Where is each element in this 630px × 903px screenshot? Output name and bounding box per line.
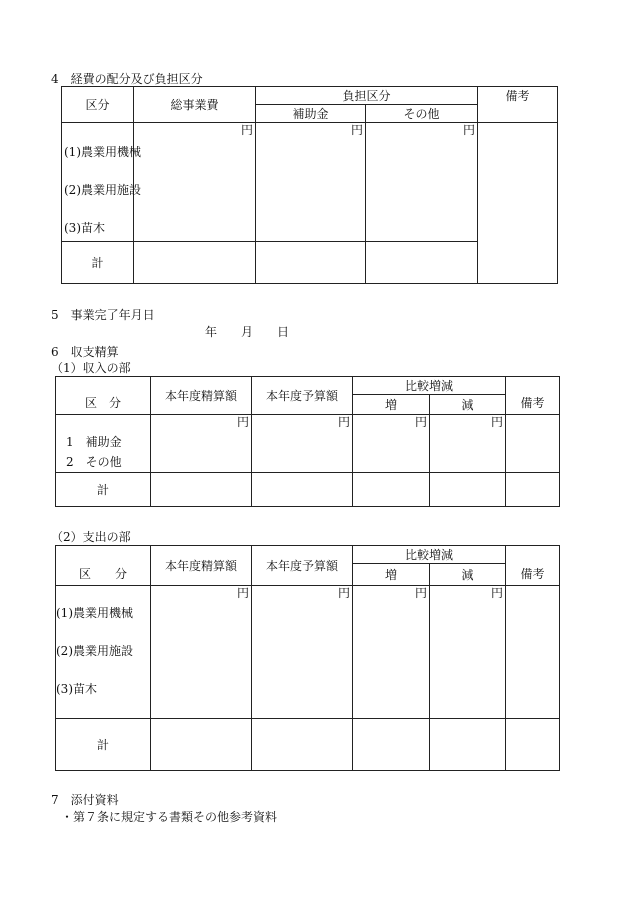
- items-cell: [56, 586, 151, 719]
- list-item: (1)農業用機械: [64, 145, 141, 159]
- list-item: 2 その他: [66, 455, 122, 469]
- remarks-total-cell[interactable]: [506, 719, 560, 771]
- section6-heading: 6 収支精算: [51, 345, 119, 359]
- decrease-cell[interactable]: 円: [430, 586, 506, 719]
- remarks-total-cell[interactable]: [506, 473, 560, 507]
- expense-section-title: （2）支出の部: [51, 530, 131, 544]
- items-cell: [56, 415, 151, 473]
- attachment-item: ・第７条に規定する書類その他参考資料: [61, 810, 278, 824]
- list-item: (3)苗木: [56, 682, 97, 696]
- decrease-total-cell[interactable]: [430, 473, 506, 507]
- header-compare: 比較増減: [353, 546, 506, 564]
- header-kubun: 区 分: [56, 546, 151, 586]
- total-label: 計: [56, 719, 151, 771]
- items-cell: [62, 123, 141, 242]
- header-budget: 本年度予算額: [252, 377, 353, 415]
- section5-heading: 5 事業完了年月日: [51, 308, 155, 322]
- expense-allocation-table: [61, 86, 558, 284]
- list-item: (3)苗木: [64, 221, 105, 235]
- decrease-cell[interactable]: 円: [430, 415, 506, 473]
- increase-total-cell[interactable]: [353, 473, 430, 507]
- header-remarks: 備考: [478, 87, 558, 123]
- header-decrease: 減: [430, 395, 506, 415]
- header-total-cost: 総事業費: [134, 87, 256, 123]
- total-label: 計: [56, 473, 151, 507]
- subsidy-cell[interactable]: 円: [256, 123, 366, 242]
- header-compare: 比較増減: [353, 377, 506, 395]
- header-budget: 本年度予算額: [252, 546, 353, 586]
- budget-total-cell[interactable]: [252, 719, 353, 771]
- income-section-title: （1）収入の部: [51, 361, 131, 375]
- header-subsidy: 補助金: [256, 105, 366, 123]
- increase-cell[interactable]: 円: [353, 586, 430, 719]
- section7-heading: 7 添付資料: [51, 793, 119, 807]
- list-item: 1 補助金: [66, 435, 122, 449]
- increase-total-cell[interactable]: [353, 719, 430, 771]
- header-burden: 負担区分: [256, 87, 478, 105]
- header-other: その他: [366, 105, 478, 123]
- remarks-cell[interactable]: [478, 123, 558, 284]
- income-table: [55, 376, 560, 507]
- total-cost-cell[interactable]: 円: [134, 123, 256, 242]
- total-label: 計: [62, 242, 134, 284]
- remarks-cell[interactable]: [506, 586, 560, 719]
- decrease-total-cell[interactable]: [430, 719, 506, 771]
- budget-cell[interactable]: 円: [252, 586, 353, 719]
- header-remarks: 備考: [506, 546, 560, 586]
- other-cell[interactable]: 円: [366, 123, 478, 242]
- header-remarks: 備考: [506, 377, 560, 415]
- section4-heading: 4 経費の配分及び負担区分: [51, 72, 203, 86]
- actual-total-cell[interactable]: [151, 719, 252, 771]
- header-increase: 増: [353, 395, 430, 415]
- list-item: (1)農業用機械: [56, 606, 133, 620]
- header-actual: 本年度精算額: [151, 546, 252, 586]
- completion-date: 年 月 日: [205, 325, 290, 339]
- other-total-cell[interactable]: [366, 242, 478, 284]
- expense-table: [55, 545, 560, 771]
- actual-total-cell[interactable]: [151, 473, 252, 507]
- header-increase: 増: [353, 564, 430, 586]
- list-item: (2)農業用施設: [64, 183, 141, 197]
- actual-cell[interactable]: 円: [151, 586, 252, 719]
- header-decrease: 減: [430, 564, 506, 586]
- budget-cell[interactable]: 円: [252, 415, 353, 473]
- actual-cell[interactable]: 円: [151, 415, 252, 473]
- subsidy-total-cell[interactable]: [256, 242, 366, 284]
- list-item: (2)農業用施設: [56, 644, 133, 658]
- header-kubun: 区分: [62, 87, 134, 123]
- remarks-cell[interactable]: [506, 415, 560, 473]
- increase-cell[interactable]: 円: [353, 415, 430, 473]
- budget-total-cell[interactable]: [252, 473, 353, 507]
- header-actual: 本年度精算額: [151, 377, 252, 415]
- header-kubun: 区 分: [56, 377, 151, 415]
- total-cost-total-cell[interactable]: [134, 242, 256, 284]
